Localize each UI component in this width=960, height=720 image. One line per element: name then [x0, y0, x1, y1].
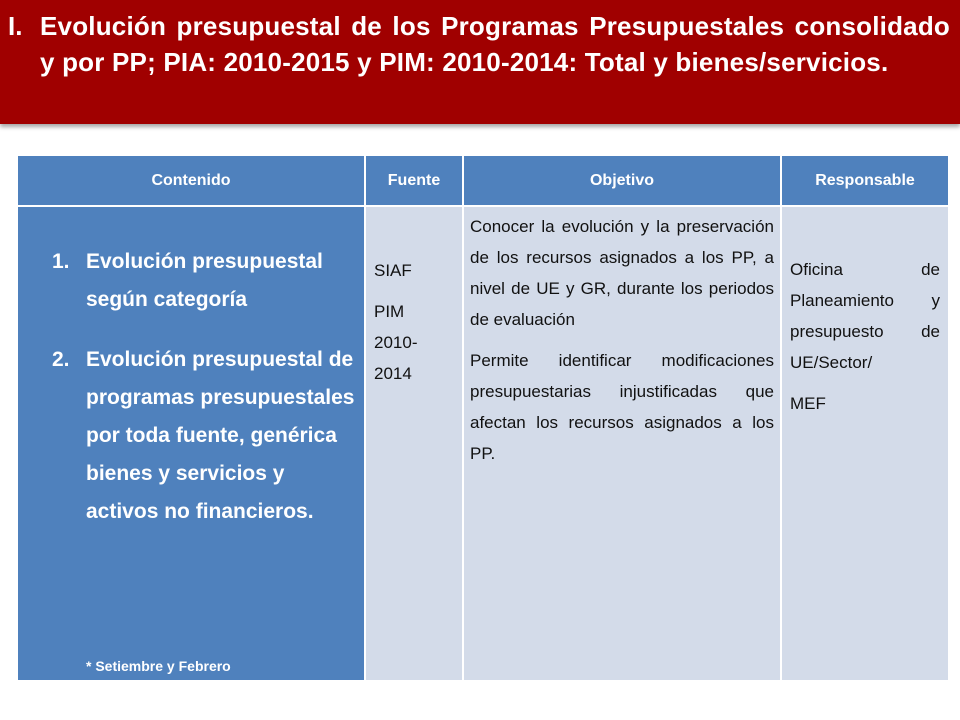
fuente-cell — [365, 206, 463, 681]
list-item-text: Evolución presupuestal de programas presupuestales por toda fuente, genérica bienes y servicios y activos no financieros. — [86, 348, 355, 523]
list-item-number: 2. — [52, 348, 70, 371]
section-number: I. — [8, 11, 23, 41]
objetivo-cell — [463, 206, 781, 681]
list-item — [52, 243, 362, 319]
list-item-text: Evolución presupuestal según categoría — [86, 250, 323, 311]
footnote: * Setiembre y Febrero — [86, 658, 231, 674]
objetivo-paragraph-2: Permite identificar modificaciones presupuestarias injustificadas que afectan los recursos asignados a los PP. — [470, 351, 774, 463]
responsable-cell — [781, 206, 949, 681]
column-header-contenido: Contenido — [17, 155, 365, 206]
responsable-mef: MEF — [790, 394, 826, 413]
table-row — [17, 206, 949, 681]
page-title: Evolución presupuestal de los Programas Presupuestales consolidado y por PP; PIA: 2010-2015 y PIM: 2010-2014: Total y bienes/servicios. — [40, 11, 950, 77]
fuente-source: SIAF — [374, 261, 412, 280]
table-header-row — [17, 155, 949, 206]
column-header-fuente: Fuente — [365, 155, 463, 206]
list-item — [52, 341, 362, 531]
list-item-number: 1. — [52, 250, 70, 273]
fuente-period: PIM 2010-2014 — [374, 302, 418, 383]
objetivo-paragraph-1: Conocer la evolución y la preservación de los recursos asignados a los PP, a nivel de UE y GR, durante los periodos de evaluación — [470, 217, 774, 329]
column-header-objetivo: Objetivo — [463, 155, 781, 206]
title-banner — [0, 0, 960, 124]
column-header-responsable: Responsable — [781, 155, 949, 206]
content-table — [16, 154, 950, 682]
responsable-office: Oficina de Planeamiento y presupuesto de UE/Sector/ — [790, 260, 940, 372]
contenido-list — [52, 243, 362, 553]
contenido-cell — [17, 206, 365, 681]
